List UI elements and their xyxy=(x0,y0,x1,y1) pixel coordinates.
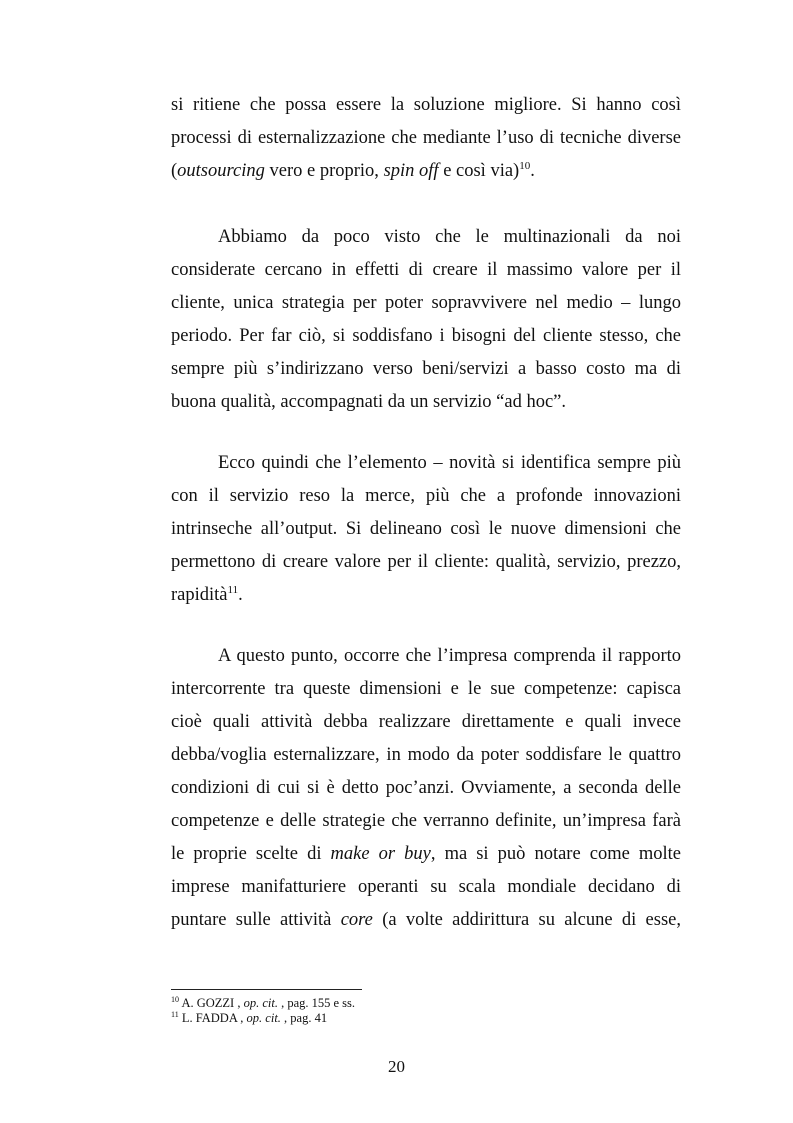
body-line: competenze e delle strategie che verranno definite, un’impresa farà xyxy=(171,811,681,831)
body-line: le proprie scelte di make or buy, ma si può notare come molte xyxy=(171,844,681,864)
page-number: 20 xyxy=(388,1057,405,1076)
body-line: periodo. Per far ciò, si soddisfano i bisogni del cliente stesso, che xyxy=(171,326,681,346)
body-line: considerate cercano in effetti di creare il massimo valore per il xyxy=(171,260,681,280)
body-line: imprese manifatturiere operanti su scala mondiale decidano di xyxy=(171,877,681,897)
body-line: cioè quali attività debba realizzare direttamente e quali invece xyxy=(171,712,681,732)
footnote: $^{11}$ L. FADDA , op. cit. , pag. 41 xyxy=(171,1010,328,1025)
body-line: rapidità$^{11}$. xyxy=(171,584,243,605)
body-line: cliente, unica strategia per poter sopravvivere nel medio – lungo xyxy=(171,293,681,313)
body-line: puntare sulle attività core (a volte addirittura su alcune di esse, xyxy=(171,910,681,930)
body-line: intrinseche all’output. Si delineano così le nuove dimensioni che xyxy=(171,519,681,539)
footnote: $^{10}$ A. GOZZI , op. cit. , pag. 155 e ss. xyxy=(171,995,356,1010)
body-line: processi di esternalizzazione che mediante l’uso di tecniche diverse xyxy=(171,128,681,148)
body-line: condizioni di cui si è detto poc’anzi. Ovviamente, a seconda delle xyxy=(171,778,681,798)
footnote-ref: 11 xyxy=(227,584,239,596)
footnote-divider xyxy=(171,989,362,990)
body-line: intercorrente tra queste dimensioni e le sue competenze: capisca xyxy=(171,679,681,699)
body-line: debba/voglia esternalizzare, in modo da poter soddisfare le quattro xyxy=(171,745,681,765)
body-line: con il servizio reso la merce, più che a profonde innovazioni xyxy=(171,486,681,506)
body-line: Abbiamo da poco visto che le multinazionali da noi xyxy=(218,227,681,247)
body-line: sempre più s’indirizzano verso beni/servizi a basso costo ma di xyxy=(171,359,681,379)
body-line: buona qualità, accompagnati da un servizio “ad hoc”. xyxy=(171,392,567,412)
body-line: Ecco quindi che l’elemento – novità si identifica sempre più xyxy=(218,453,681,473)
body-line: si ritiene che possa essere la soluzione migliore. Si hanno così xyxy=(171,95,681,115)
body-line: A questo punto, occorre che l’impresa comprenda il rapporto xyxy=(218,646,681,666)
footnote-ref: 10 xyxy=(519,160,531,172)
body-line: permettono di creare valore per il cliente: qualità, servizio, prezzo, xyxy=(171,552,681,572)
body-line: (outsourcing vero e proprio, spin off e così via)$^{10}$. xyxy=(171,160,535,181)
